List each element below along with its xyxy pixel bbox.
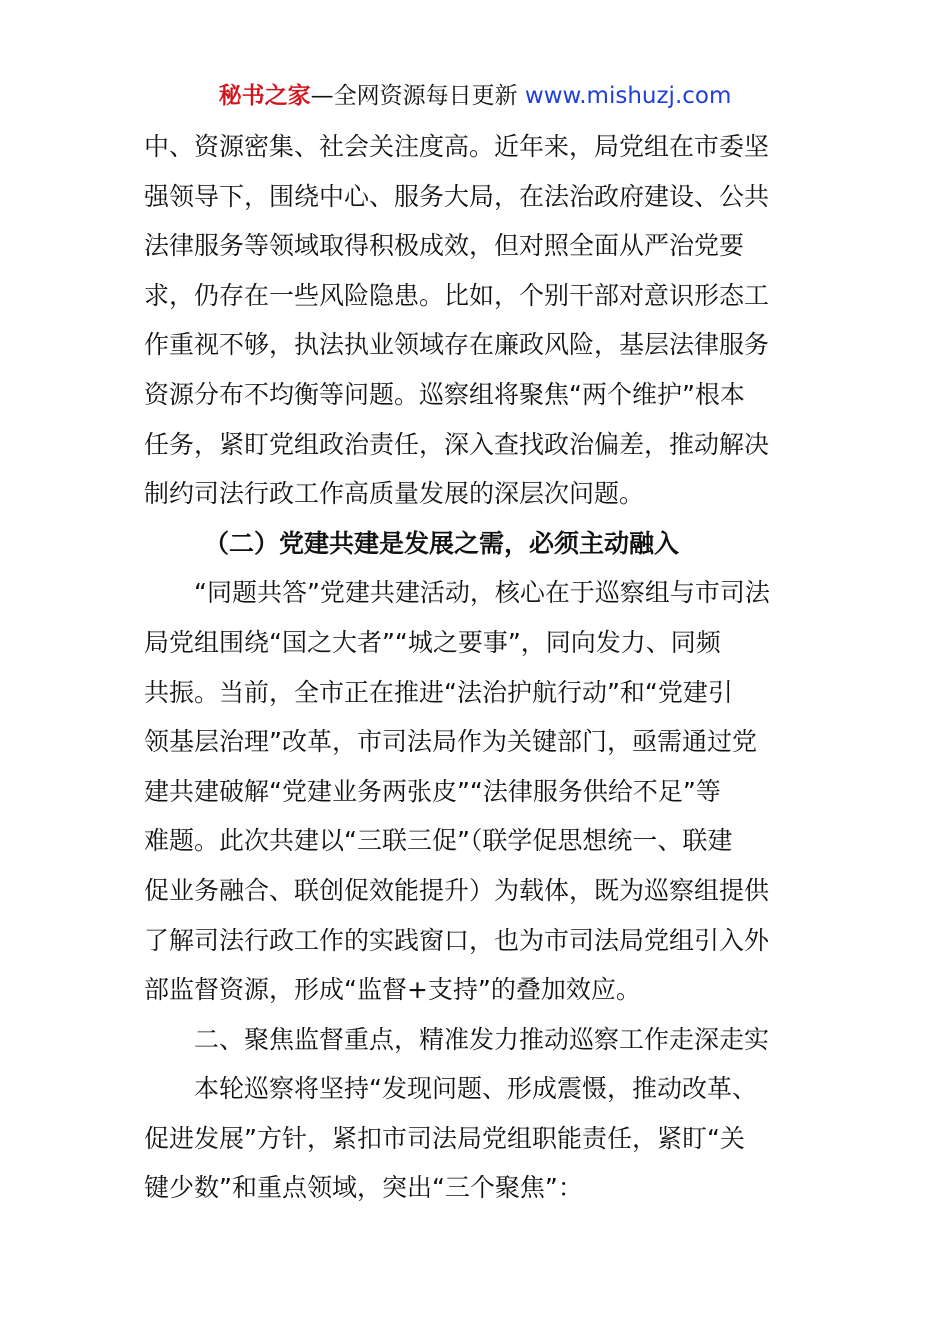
text-line: 法律服务等领域取得积极成效，但对照全面从严治党要 [144,231,745,261]
text-line: 领基层治理”改革，市司法局作为关键部门，亟需通过党 [144,727,757,757]
brand-name: 秘书之家 [218,83,311,109]
text-line: 中、资源密集、社会关注度高。近年来，局党组在市委坚 [144,132,770,161]
text-line: 共振。当前，全市正在推进“法治护航行动”和“党建引 [144,677,733,707]
text-line: “同题共答”党建共建活动，核心在于巡察组与市司法 [194,578,770,608]
text-line: 本轮巡察将坚持“发现问题、形成震慑，推动改革、 [194,1074,757,1104]
text-line: 局党组围绕“国之大者”“城之要事”，同向发力、同频 [144,627,721,657]
text-line: 作重视不够，执法执业领域存在廉政风险，基层法律服务 [144,330,770,360]
text-line: 求，仍存在一些风险隐患。比如，个别干部对意识形态工 [144,280,770,310]
text-line: 难题。此次共建以“三联三促”（联学促思想统一、联建 [144,826,733,856]
text-line: 资源分布不均衡等问题。巡察组将聚焦“两个维护”根本 [144,379,745,409]
text-line: 了解司法行政工作的实践窗口，也为市司法局党组引入外 [144,925,770,955]
text-line: 键少数”和重点领域，突出“三个聚焦”： [144,1173,583,1203]
text-line: 强领导下，围绕中心、服务大局，在法治政府建设、公共 [144,181,770,211]
section-heading: （二）党建共建是发展之需，必须主动融入 [204,528,680,558]
header-tagline: —全网资源每日更新 [310,83,525,109]
site-url[interactable]: www.mishuzj.com [524,83,732,109]
document-header [0,80,950,112]
text-line: 促业务融合、联创促效能提升）为载体，既为巡察组提供 [144,875,770,905]
text-line: 建共建破解“党建业务两张皮”“法律服务供给不足”等 [144,776,721,806]
text-line: 部监督资源，形成“监督+支持”的叠加效应。 [144,975,641,1005]
chapter-heading: 二、聚焦监督重点，精准发力推动巡察工作走深走实 [194,1024,770,1054]
text-line: 任务，紧盯党组政治责任，深入查找政治偏差，推动解决 [144,429,770,459]
document-body [144,122,810,1213]
text-line: 制约司法行政工作高质量发展的深层次问题。 [144,479,645,509]
text-line: 促进发展”方针，紧扣市司法局党组职能责任，紧盯“关 [144,1123,745,1153]
